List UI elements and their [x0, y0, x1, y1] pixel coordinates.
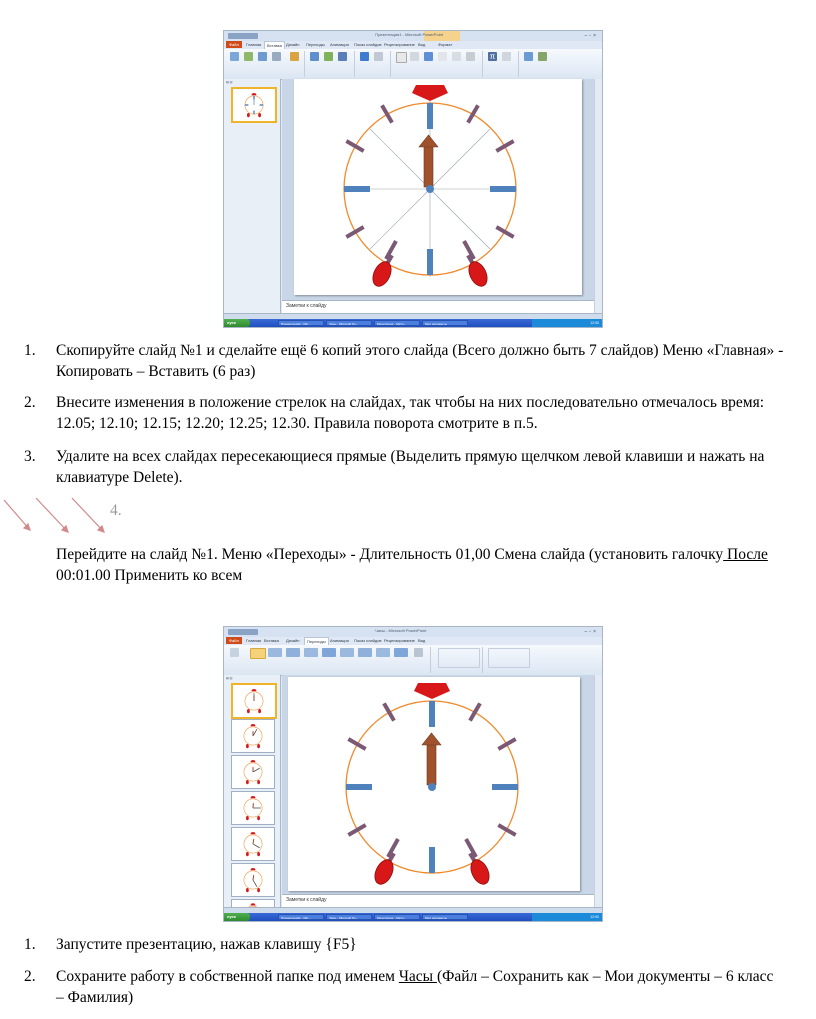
slides-panel: [224, 675, 281, 913]
tab-insert[interactable]: Вставка: [264, 41, 285, 49]
transition-fade-icon[interactable]: [268, 648, 282, 657]
audio-icon[interactable]: [538, 52, 547, 61]
vertical-scrollbar[interactable]: [594, 79, 602, 319]
tab-file[interactable]: Файл: [226, 41, 242, 48]
thumbnail-clock: [232, 792, 274, 824]
screenshot-top: [223, 30, 603, 328]
instruction-4-underlined: После: [723, 546, 768, 563]
clipart-icon[interactable]: [258, 52, 267, 61]
table-icon[interactable]: [230, 52, 239, 61]
quick-access-toolbar[interactable]: [228, 33, 258, 39]
start-button[interactable]: пуск: [224, 913, 250, 921]
tab-slideshow[interactable]: Показ слайдов: [354, 42, 382, 47]
tab-transitions[interactable]: Переходы: [306, 42, 325, 47]
thumbnail-clock: [233, 685, 275, 717]
list-number: 3.: [24, 448, 36, 465]
separator: [390, 51, 391, 77]
clock-slide-bottom: [288, 677, 580, 891]
tab-review[interactable]: Рецензирование: [384, 42, 415, 47]
transition-reveal-icon[interactable]: [340, 648, 354, 657]
thumbnail-clock: [233, 89, 275, 121]
tray-clock: 12:00: [590, 321, 599, 325]
transition-shape-icon[interactable]: [376, 648, 390, 657]
transition-uncover-icon[interactable]: [394, 648, 408, 657]
wordart-icon[interactable]: [424, 52, 433, 61]
slide-editing-area: [282, 675, 594, 897]
instruction-4-text: Перейдите на слайд №1. Меню «Переходы» - Длительность 01,00 Смена слайда (установить галочку: [56, 546, 724, 563]
instruction-1: Скопируйте слайд №1 и сделайте ещё 6 копий этого слайда (Всего должно быть 7 слайдов) Меню «Главная» - Копировать – Вставить (6 раз): [56, 342, 784, 380]
slide-canvas[interactable]: [294, 79, 582, 295]
tab-view[interactable]: Вид: [418, 42, 426, 47]
instruction-4: [56, 544, 806, 586]
screenshot-icon[interactable]: [272, 52, 281, 61]
pointer-arrows-decoration: [0, 494, 110, 538]
slide-number-icon[interactable]: [452, 52, 461, 61]
transition-cut-icon[interactable]: [358, 648, 372, 657]
clock-bell-top: [412, 85, 448, 101]
slide-thumbnail[interactable]: [231, 755, 275, 789]
system-tray: [532, 319, 602, 327]
tab-insert[interactable]: Вставка: [264, 638, 279, 643]
clock-bell-top: [414, 683, 450, 699]
ribbon-tabs: [224, 637, 602, 645]
thumbnail-clock: [232, 720, 274, 752]
tab-format[interactable]: Формат: [438, 42, 453, 47]
date-time-icon[interactable]: [438, 52, 447, 61]
instruction-2: Внесите изменения в положение стрелок на слайдах, так чтобы на них последовательно отмечалось время: 12.05; 12.10; 12.15; 12.20; 12.25; 12.30. Правила поворота смотрите в п.5.: [56, 394, 765, 432]
final-instruction-2: [56, 966, 776, 1008]
thumbnail-clock: [232, 756, 274, 788]
tab-slideshow[interactable]: Показ слайдов: [354, 638, 382, 643]
ribbon: [224, 49, 602, 80]
slide-thumbnail[interactable]: [231, 863, 275, 897]
slide-thumbnail[interactable]: [231, 791, 275, 825]
chart-icon[interactable]: [338, 52, 347, 61]
photo-album-icon[interactable]: [290, 52, 299, 61]
smartart-icon[interactable]: [324, 52, 333, 61]
effect-options-icon[interactable]: [414, 648, 423, 657]
tab-animation[interactable]: Анимация: [330, 638, 349, 643]
list-number: 1.: [24, 342, 36, 359]
tab-review[interactable]: Рецензирование: [384, 638, 415, 643]
title-bar: [224, 31, 602, 41]
taskbar-item[interactable]: Часы - Microsoft Po...: [326, 320, 372, 326]
thumbnail-clock: [232, 828, 274, 860]
slides-panel-tabs[interactable]: ▤ ▥: [226, 80, 233, 84]
ribbon-tabs: [224, 41, 602, 49]
shapes-icon[interactable]: [310, 52, 319, 61]
tab-view[interactable]: Вид: [418, 638, 426, 643]
tab-file[interactable]: Файл: [226, 637, 242, 644]
slide-thumbnail[interactable]: [231, 827, 275, 861]
video-icon[interactable]: [524, 52, 533, 61]
tray-clock: 12:00: [590, 915, 599, 919]
tab-design[interactable]: Дизайн: [286, 638, 300, 643]
list-number: 2.: [24, 968, 36, 985]
slides-panel-tabs[interactable]: ▤ ▥: [226, 676, 233, 680]
window-title: Часы - Microsoft PowerPoint: [375, 628, 427, 633]
title-bar: [224, 627, 602, 637]
windows-taskbar: [224, 319, 602, 327]
action-icon[interactable]: [374, 52, 383, 61]
screenshot-bottom: [223, 626, 603, 922]
hyperlink-icon[interactable]: [360, 52, 369, 61]
notes-pane[interactable]: Заметки к слайду: [282, 300, 594, 314]
final-instruction-2-text-end: (Файл – Сохранить как – Мои документы – 6 класс – Фамилия): [56, 968, 774, 1006]
separator: [482, 647, 483, 673]
symbol-icon[interactable]: [502, 52, 511, 61]
slide-canvas[interactable]: [288, 677, 580, 891]
instruction-4-text-end: 00:01.00 Применить ко всем: [56, 567, 243, 584]
tab-transitions[interactable]: Переходы: [304, 637, 329, 645]
ribbon: [224, 645, 602, 676]
equation-icon[interactable]: π: [489, 52, 496, 61]
final-instruction-1: Запустите презентацию, нажав клавишу {F5}: [56, 936, 357, 953]
separator: [518, 51, 519, 77]
slide-thumbnail[interactable]: [231, 683, 277, 719]
separator: [430, 647, 431, 673]
transition-none-icon[interactable]: [250, 648, 266, 659]
tab-home[interactable]: Главная: [246, 638, 262, 643]
slide-editing-area: [282, 79, 594, 303]
quick-access-toolbar[interactable]: [228, 629, 258, 635]
header-footer-icon[interactable]: [410, 52, 419, 61]
separator: [354, 51, 355, 77]
window-controls[interactable]: –▫×: [584, 33, 598, 39]
tab-home[interactable]: Главная: [246, 42, 262, 47]
vertical-scrollbar[interactable]: [594, 675, 602, 913]
notes-pane[interactable]: Заметки к слайду: [282, 894, 594, 908]
start-button[interactable]: пуск: [224, 319, 250, 327]
system-tray: [532, 913, 602, 921]
textbox-icon[interactable]: [396, 52, 407, 63]
clock-slide-top: [294, 79, 582, 295]
taskbar-item[interactable]: Мониторинг - Micro...: [374, 320, 420, 326]
instruction-3: Удалите на всех слайдах пересекающиеся прямые (Выделить прямую щелчком левой клавиши и нажать на клавиатуре Delete).: [56, 448, 765, 486]
tab-design[interactable]: Дизайн: [286, 42, 300, 47]
slides-panel: [224, 79, 281, 319]
transition-wipe-icon[interactable]: [304, 648, 318, 657]
transition-push-icon[interactable]: [286, 648, 300, 657]
object-icon[interactable]: [466, 52, 475, 61]
list-number: 1.: [24, 936, 36, 953]
windows-taskbar: [224, 913, 602, 921]
slide-thumbnail[interactable]: [231, 87, 277, 123]
list-number: 2.: [24, 394, 36, 411]
timing-controls[interactable]: [438, 648, 480, 668]
tab-animation[interactable]: Анимация: [330, 42, 349, 47]
taskbar-item[interactable]: Презентация1 - Mic...: [278, 914, 324, 920]
item-4-number: 4.: [110, 502, 122, 519]
window-controls[interactable]: –▫×: [584, 629, 598, 635]
final-instruction-2-text: Сохраните работу в собственной папке под именем: [56, 968, 399, 985]
taskbar-item[interactable]: Мониторинг - Micro...: [374, 914, 420, 920]
slide-thumbnail[interactable]: [231, 719, 275, 753]
filename-underlined: Часы: [398, 968, 437, 985]
separator: [304, 51, 305, 77]
taskbar-item[interactable]: Мои документы: [422, 914, 468, 920]
taskbar-item[interactable]: Презентация1 - Mic...: [278, 320, 324, 326]
thumbnail-clock: [232, 864, 274, 896]
taskbar-item[interactable]: Часы - Microsoft Po...: [326, 914, 372, 920]
picture-icon[interactable]: [244, 52, 253, 61]
advance-slide-controls[interactable]: [488, 648, 530, 668]
transition-split-icon[interactable]: [322, 648, 336, 657]
separator: [482, 51, 483, 77]
window-title: Презентация1 - Microsoft PowerPoint: [375, 32, 443, 37]
preview-icon[interactable]: [230, 648, 239, 657]
taskbar-item[interactable]: Мои документы: [422, 320, 468, 326]
